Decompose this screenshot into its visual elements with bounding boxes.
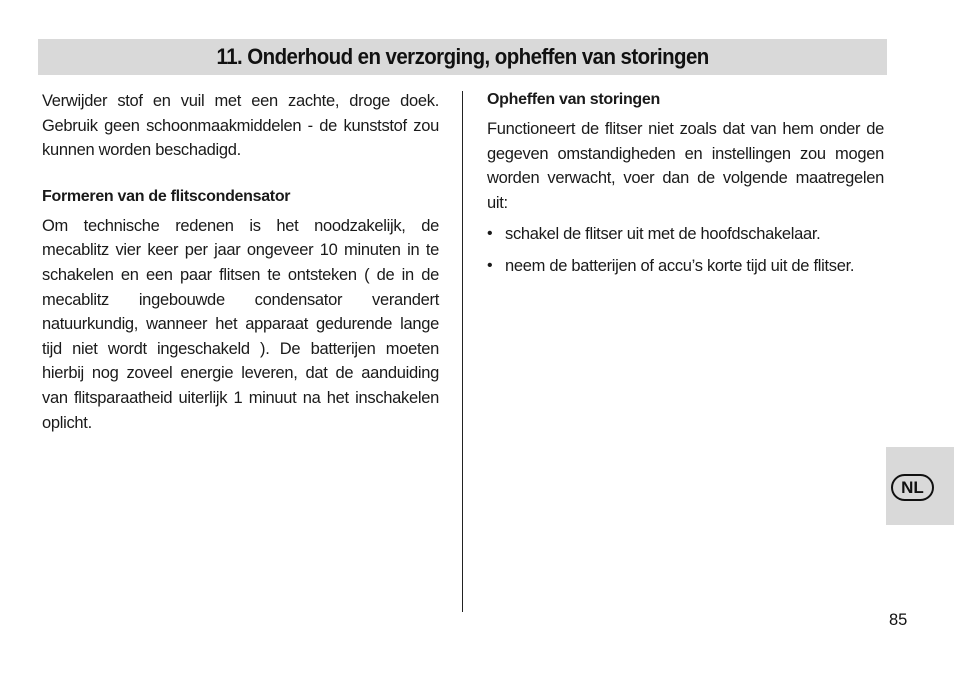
capacitor-section-body: Om technische redenen is het noodzakelijk, de mecablitz vier keer per jaar ongeveer 10 minuten in te schakelen en een paar flitsen te ontsteken ( de in de mecablitz ingebouwde condensator verandert natuurkundig, wanneer het apparaat gedurende lange tijd niet wordt ingeschakeld ). De batterijen moeten hierbij nog zoveel energie leveren, dat de aanduiding van flitsparaatheid uiterlijk 1 minuut na het inschakelen oplicht. [42, 216, 439, 432]
troubleshooting-body: Functioneert de flitser niet zoals dat van hem onder de gegeven omstandigheden en instellingen zou mogen worden verwacht, voer dan de volgende maatregelen uit: [487, 120, 884, 212]
capacitor-section-heading: Formeren van de flitscondensator [42, 187, 291, 205]
cleaning-instructions: Verwijder stof en vuil met een zachte, droge doek. Gebruik geen schoonmaakmiddelen - de kunststof zou kunnen worden beschadigd. [42, 92, 439, 160]
list-item [487, 254, 884, 279]
bullet-icon: • [487, 256, 493, 274]
bullet-icon: • [487, 225, 493, 243]
list-item-text: schakel de flitser uit met de hoofdschakelaar. [505, 225, 821, 244]
list-item [487, 222, 884, 247]
language-badge: NL [891, 474, 934, 501]
chapter-title-bar [38, 39, 887, 75]
page-number: 85 [889, 611, 908, 629]
troubleshooting-list [487, 222, 884, 278]
right-column [487, 89, 884, 286]
column-divider [462, 91, 463, 612]
troubleshooting-heading: Opheffen van storingen [487, 91, 660, 108]
left-column [42, 89, 439, 435]
list-item-text: neem de batterijen of accu’s korte tijd uit de flitser. [505, 256, 855, 275]
chapter-title: 11. Onderhoud en verzorging, opheffen van storingen [216, 44, 709, 69]
